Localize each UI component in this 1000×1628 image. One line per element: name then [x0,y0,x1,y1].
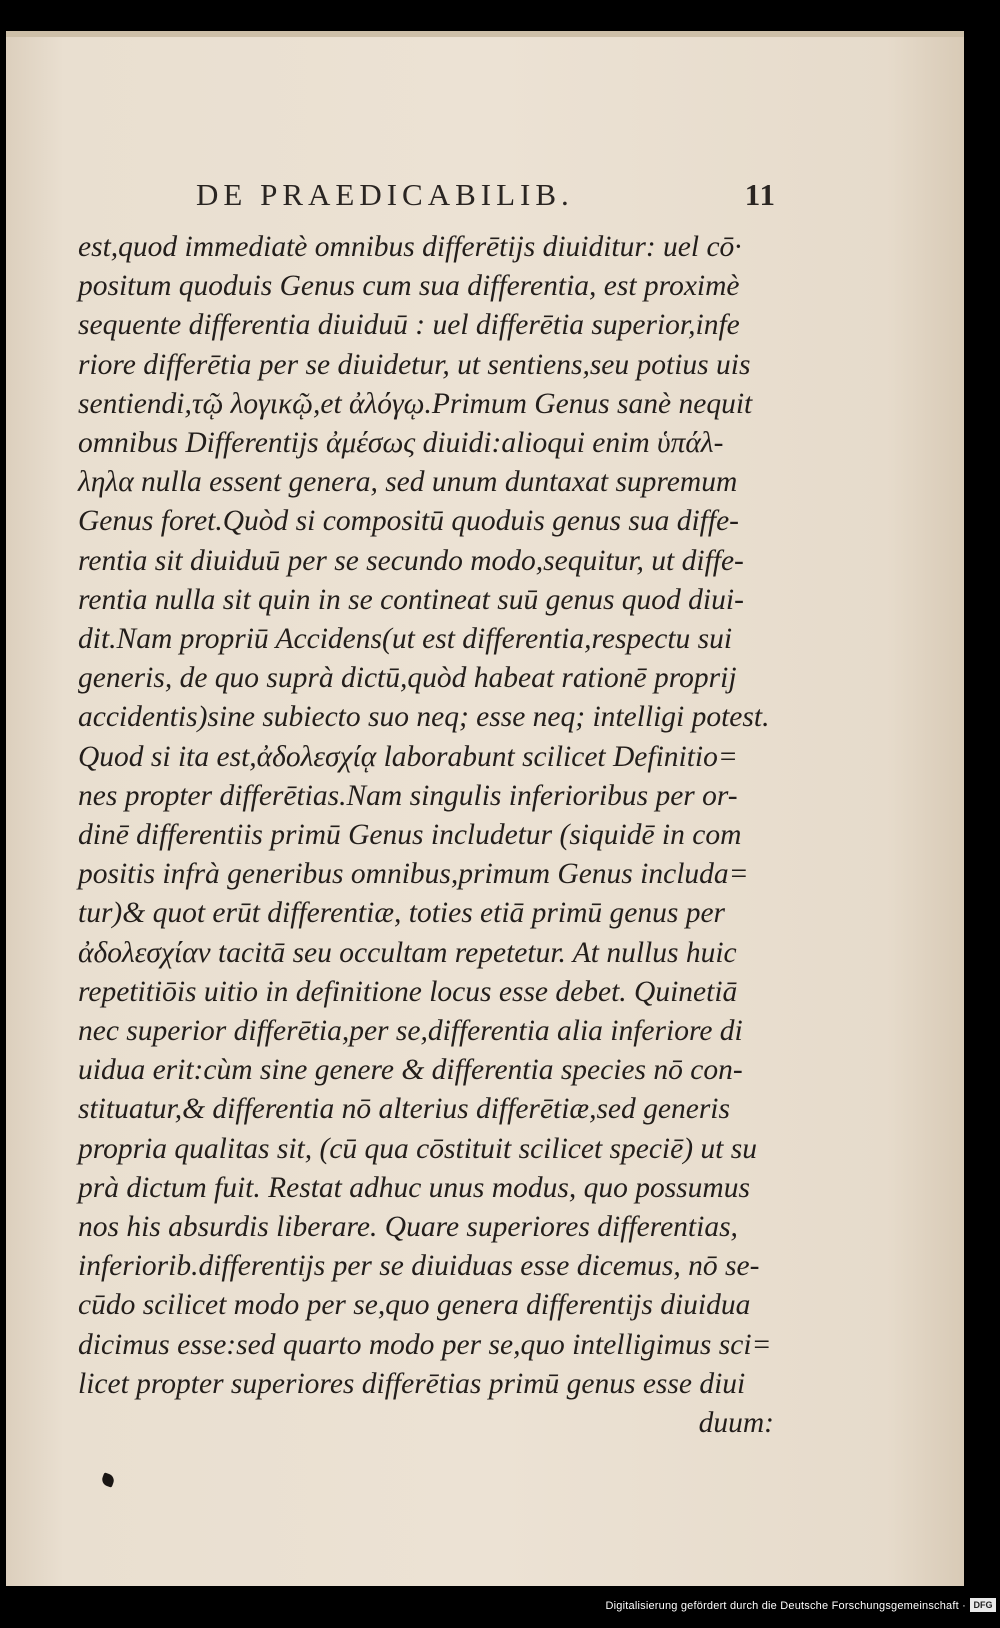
text-line: stituatur,& differentia nō alterius differētiæ,sed generis [78,1093,730,1126]
text-line: Quod si ita est,ἀδολεσχίᾳ laborabunt scilicet Definitio= [78,740,738,773]
text-line: cūdo scilicet modo per se,quo genera differentijs diuidua [78,1289,751,1322]
text-line: dit.Nam propriū Accidens(ut est differentia,respectu sui [78,623,733,656]
text-line: positis infrà generibus omnibus,primum Genus includa= [78,858,749,891]
text-line: inferiorib.differentijs per se diuiduas esse dicemus, nō se- [78,1250,760,1283]
text-line: uidua erit:cùm sine genere & differentia species nō con- [78,1054,743,1087]
text-line: rentia nulla sit quin in se contineat suū genus quod diui- [78,583,744,616]
text-line: ληλα nulla essent genera, sed unum duntaxat supremum [78,466,738,499]
text-line: nes propter differētias.Nam singulis inferioribus per or- [78,779,738,812]
catchword: duum: [698,1407,774,1440]
text-line: sequente differentia diuiduū : uel differētia superior,infe [78,309,740,342]
text-line: accidentis)sine subiecto suo neq; esse neq; intelligi potest. [78,701,770,734]
text-line: repetitiōis uitio in definitione locus esse debet. Quinetiā [78,975,738,1008]
text-line: sentiendi,τῷ λογικῷ,et ἀλόγῳ.Primum Genus sanè nequit [78,387,753,420]
text-line: rentia sit diuiduū per se secundo modo,sequitur, ut diffe- [78,544,744,577]
text-line: generis, de quo suprà dictū,quòd habeat rationē proprij [78,662,737,695]
folio-number: 11 [744,177,776,212]
text-line: positum quoduis Genus cum sua differentia, est proximè [78,270,740,303]
book-page [6,31,964,1586]
text-line: tur)& quot erūt differentiæ, toties etiā primū genus per [78,897,726,930]
text-line: licet propter superiores differētias primū genus esse diui [78,1367,746,1400]
text-line: prà dictum fuit. Restat adhuc unus modus, quo possumus [78,1171,750,1204]
text-line: riore differētia per se diuidetur, ut sentiens,seu potius uis [78,348,751,381]
running-title: DE PRAEDICABILIB. [196,177,574,212]
text-line: propria qualitas sit, (cū qua cōstituit scilicet speciē) ut su [78,1132,757,1165]
text-line: nos his absurdis liberare. Quare superiores differentias, [78,1211,738,1244]
text-line: dinē differentiis primū Genus includetur (siquidē in com [78,819,742,852]
text-line: Genus foret.Quòd si compositū quoduis genus sua diffe- [78,505,739,538]
text-line: ἀδολεσχίαν tacitā seu occultam repetetur. At nullus huic [78,936,737,969]
text-line: est,quod immediatè omnibus differētijs diuiditur: uel cō· [78,231,742,263]
text-line: nec superior differētia,per se,differentia alia inferiore di [78,1015,743,1048]
fleuron-ornament-icon [100,1472,115,1487]
digitization-credit: Digitalisierung gefördert durch die Deutsche Forschungsgemeinschaft · [605,1600,966,1612]
text-line: dicimus esse:sed quarto modo per se,quo intelligimus sci= [78,1328,772,1361]
running-header [196,177,776,217]
dfg-logo: DFG [970,1598,996,1612]
text-line: omnibus Differentijs ἀμέσως diuidi:alioqui enim ὑπάλ- [78,427,724,460]
footer-bar [0,1586,1000,1628]
body-text [78,228,774,1443]
